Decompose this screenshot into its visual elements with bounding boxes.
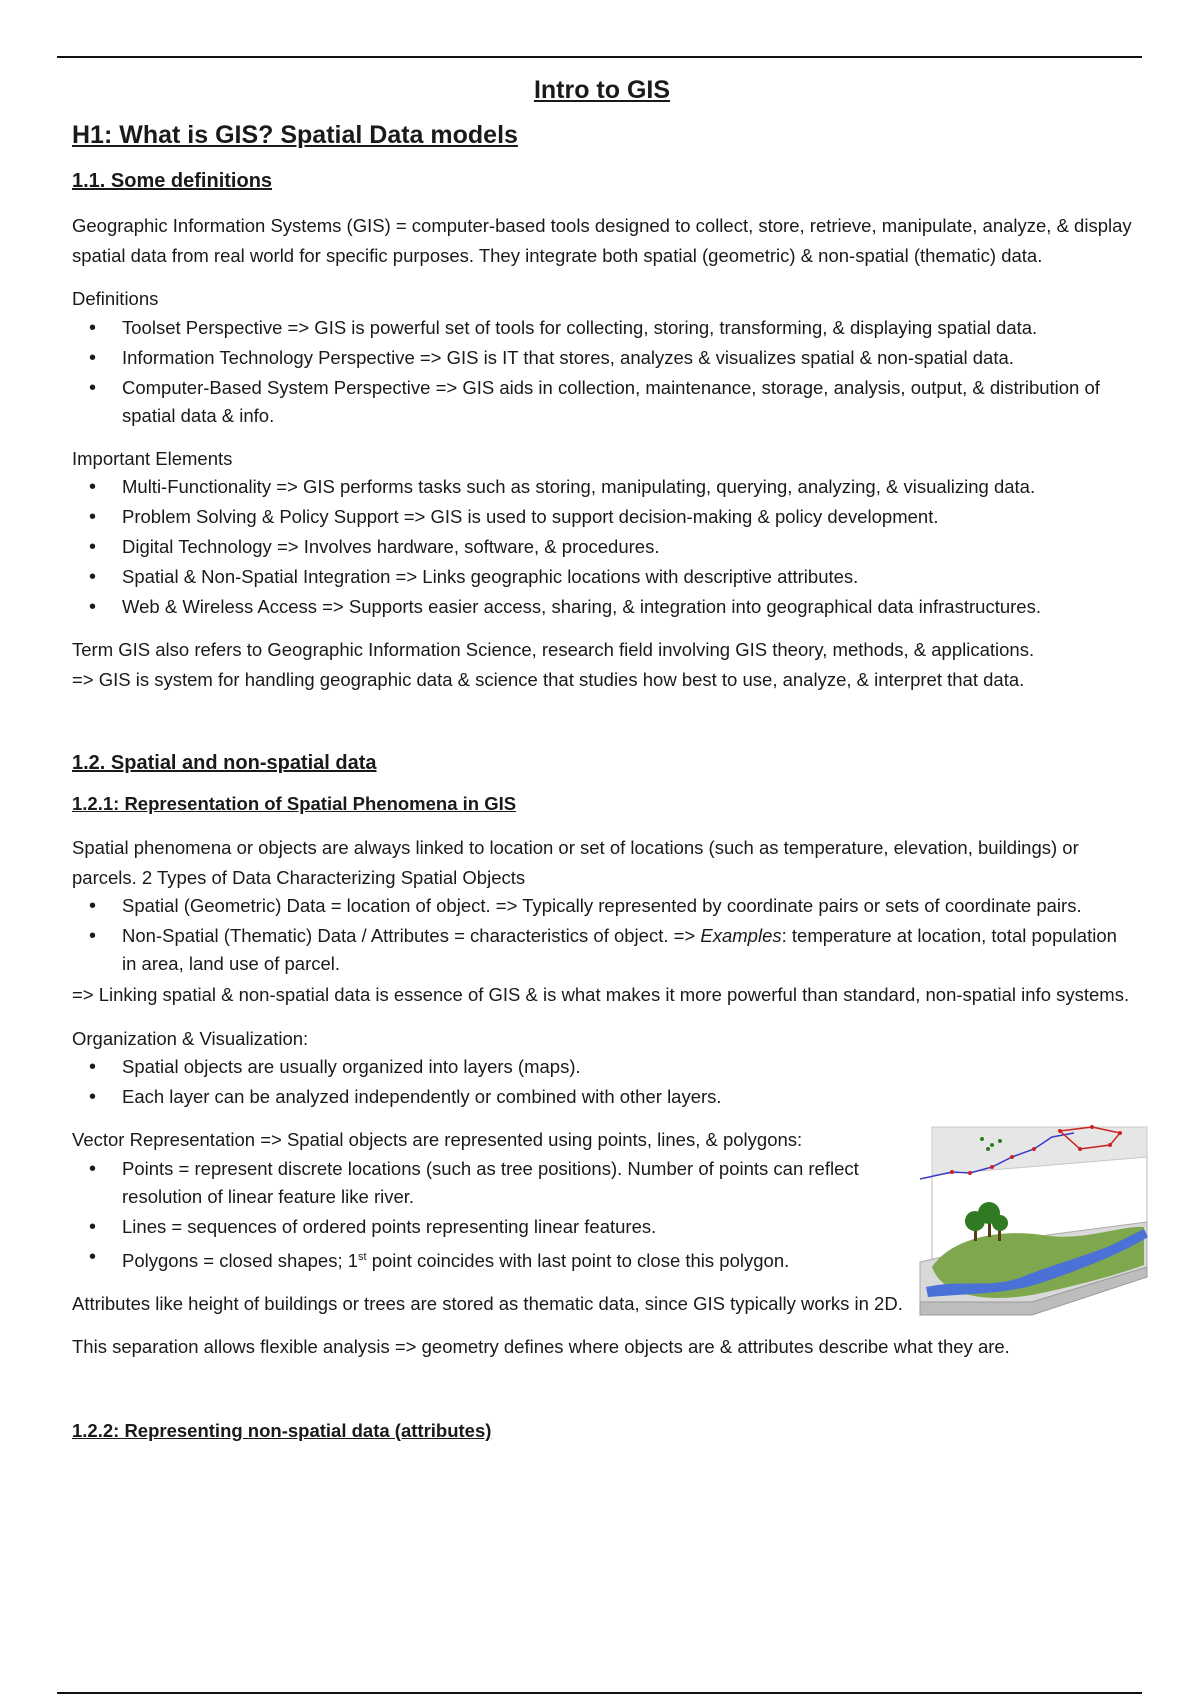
list-item: • Problem Solving & Policy Support => GIS is used to support decision-making & policy development. [72,503,1132,531]
document-page [72,76,1132,1460]
list-item: • Multi-Functionality => GIS performs tasks such as storing, manipulating, querying, analyzing, & visualizing data. [72,473,1132,501]
chapter-heading: H1: What is GIS? Spatial Data models [72,121,518,149]
list-item: • Lines = sequences of ordered points representing linear features. [72,1213,932,1241]
closing-line-1: Term GIS also refers to Geographic Information Science, research field involving GIS theory, methods, & applications. [72,639,1035,660]
vector-list [72,1155,932,1275]
data-types-list [72,892,1132,978]
elements-list [72,473,1132,621]
organization-list [72,1053,1132,1111]
closing-line-2: => GIS is system for handling geographic data & science that studies how best to use, analyze, & interpret that data. [72,668,1025,690]
list-item: • Information Technology Perspective => GIS is IT that stores, analyzes & visualizes spatial & non-spatial data. [72,344,1132,372]
organization-label: Organization & Visualization: [72,1027,309,1049]
subsection-heading-1-2-2: 1.2.2: Representing non-spatial data (attributes) [72,1419,492,1441]
definitions-label: Definitions [72,288,159,309]
list-item: • Non-Spatial (Thematic) Data / Attributes = characteristics of object. => Examples: temperature at location, total population in area, land use of parcel. [72,922,1132,978]
linking-paragraph: => Linking spatial & non-spatial data is essence of GIS & is what makes it more powerful than standard, non-spatial info systems. [72,984,1130,1005]
spatial-phenomena-paragraph: Spatial phenomena or objects are always linked to location or set of locations (such as temperature, elevation, buildings) or parcels. 2 Types of Data Characterizing Spatial Objects [72,837,1079,888]
attributes-paragraph: Attributes like height of buildings or trees are stored as thematic data, since GIS typically works in 2D. [72,1292,903,1314]
definitions-list [72,314,1132,430]
list-item: • Computer-Based System Perspective => GIS aids in collection, maintenance, storage, analysis, output, & distribution of spatial data & info. [72,374,1132,430]
list-item: • Toolset Perspective => GIS is powerful set of tools for collecting, storing, transforming, & displaying spatial data. [72,314,1132,342]
vector-representation-block [72,1125,1132,1318]
bottom-rule [57,1692,1142,1694]
document-title: Intro to GIS [533,76,671,104]
subsection-heading-1-2-1: 1.2.1: Representation of Spatial Phenomena in GIS [72,793,517,814]
top-rule [57,56,1142,58]
gis-definition-paragraph: Geographic Information Systems (GIS) = computer-based tools designed to collect, store, retrieve, manipulate, analyze, & display spatial data from real world for specific purposes. They integrate both spatial (geometric) & non-spatial (thematic) data. [72,215,1132,266]
section-heading-1-1: 1.1. Some definitions [72,170,273,192]
list-item: • Points = represent discrete locations (such as tree positions). Number of points can reflect resolution of linear feature like river. [72,1155,932,1211]
list-item: • Spatial objects are usually organized into layers (maps). [72,1053,1132,1081]
list-item: • Each layer can be analyzed independently or combined with other layers. [72,1083,1132,1111]
list-item: • Polygons = closed shapes; 1st point coincides with last point to close this polygon. [72,1243,932,1275]
separation-paragraph: This separation allows flexible analysis => geometry defines where objects are & attributes describe what they are. [72,1336,1010,1358]
list-item: • Spatial & Non-Spatial Integration => Links geographic locations with descriptive attributes. [72,563,1132,591]
list-item: • Digital Technology => Involves hardware, software, & procedures. [72,533,1132,561]
section-heading-1-2: 1.2. Spatial and non-spatial data [72,752,377,774]
vector-label: Vector Representation => Spatial objects are represented using points, lines, & polygons: [72,1129,803,1150]
elements-label: Important Elements [72,447,233,469]
gis-vector-layer-illustration [912,1117,1152,1317]
list-item: • Spatial (Geometric) Data = location of object. => Typically represented by coordinate pairs or sets of coordinate pairs. [72,892,1132,920]
list-item: • Web & Wireless Access => Supports easier access, sharing, & integration into geographical data infrastructures. [72,593,1132,621]
